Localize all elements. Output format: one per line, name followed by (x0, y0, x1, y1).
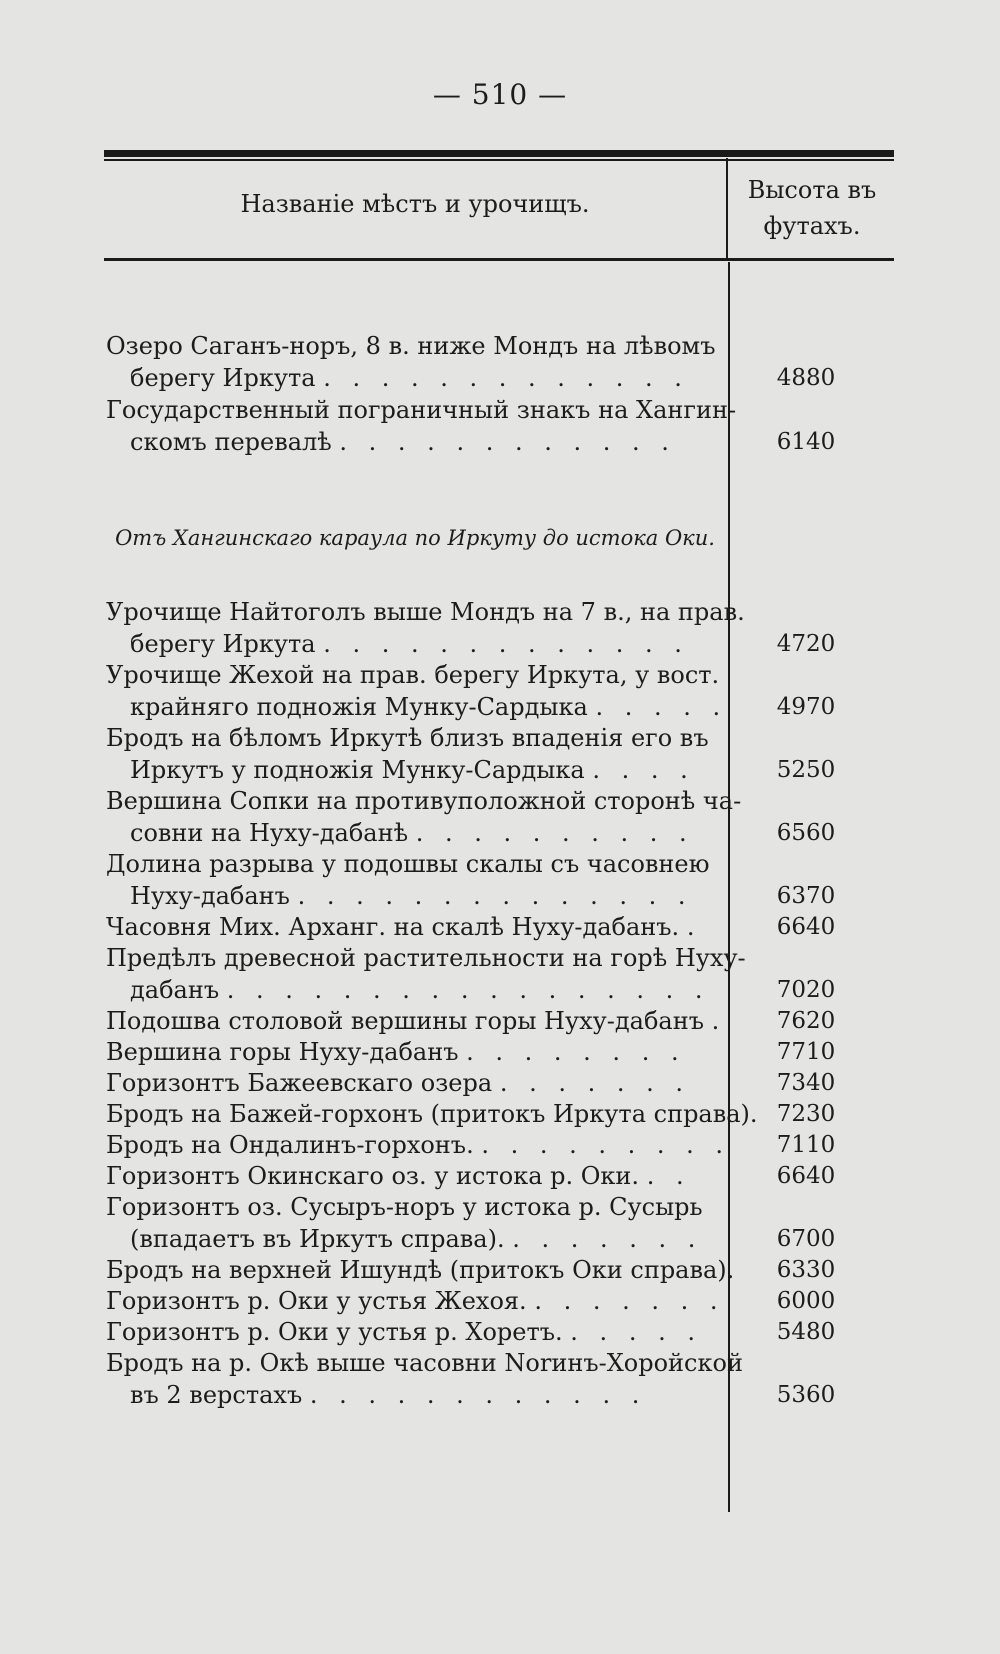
dot-leader: . . . . . . . . . . . . . (323, 364, 689, 392)
place-name-line1 (106, 659, 720, 691)
place-name-line1 (106, 1191, 703, 1223)
dot-leader: . . . . . . . . . . . . . . (297, 882, 693, 910)
height-value: 7340 (776, 1070, 836, 1096)
place-name-text: Бродъ на Бажей-горхонъ (притокъ Иркута справа). (106, 1100, 758, 1128)
dot-leader: . . (646, 1162, 691, 1190)
table-top-rule (104, 150, 894, 157)
height-value: 6000 (776, 1288, 836, 1314)
place-name-line1 (106, 1067, 700, 1099)
place-name-text: Государственный пограничный знакъ на Хангин- (106, 396, 737, 424)
place-name-text: Урочище Жехой на прав. берегу Иркута, у вост. (106, 661, 720, 689)
header-height-line2: футахъ. (763, 212, 861, 240)
dot-leader: . . . . . . . (499, 1069, 690, 1097)
place-name-line1 (106, 394, 737, 426)
table-top-rule-thin (104, 159, 894, 161)
header-name-column: Названіе мѣстъ и урочищъ. (240, 190, 590, 218)
place-name-continuation: берегу Иркута (130, 364, 316, 392)
place-name-line1 (106, 785, 742, 817)
place-name-continuation: Иркутъ у подножія Мунку-Сардыка (130, 756, 585, 784)
place-name-text: Бродъ на Ондалинъ-горхонъ. (106, 1131, 474, 1159)
dot-leader: . . . . (592, 756, 695, 784)
place-name-line1 (106, 1036, 700, 1068)
place-name-line2 (130, 426, 700, 458)
place-name-text: Урочище Найтоголъ выше Мондъ на 7 в., на прав. (106, 598, 745, 626)
dot-leader: . . . . . (595, 693, 728, 721)
place-name-line2 (130, 974, 710, 1006)
header-height-line1: Высота въ (747, 176, 877, 204)
height-value: 7230 (776, 1101, 836, 1127)
dot-leader: . . . . . . . . . . . . . . . . . (226, 976, 710, 1004)
place-name-text: Предѣлъ древесной растительности на горѣ Нуху- (106, 944, 746, 972)
page-number: — 510 — (432, 78, 568, 111)
place-name-text: Вершина Сопки на противуположной сторонѣ ча- (106, 787, 742, 815)
place-name-line1 (106, 1160, 700, 1192)
place-name-line2 (130, 628, 700, 660)
height-value: 7110 (776, 1132, 836, 1158)
place-name-line2 (130, 754, 700, 786)
place-name-line1 (106, 1005, 727, 1037)
place-name-text: Бродъ на р. Окѣ выше часовни Norинъ-Хоройской (106, 1349, 743, 1377)
place-name-line1 (106, 1347, 743, 1379)
place-name-text: Горизонтъ оз. Сусыръ-норъ у истока р. Сусырь (106, 1193, 703, 1221)
height-value: 5480 (776, 1319, 836, 1345)
header-column-divider (726, 158, 728, 258)
height-value: 4880 (776, 365, 836, 391)
place-name-line1 (106, 911, 700, 943)
dot-leader: . . . . . (570, 1318, 702, 1346)
header-height-column (730, 172, 894, 244)
place-name-line2 (130, 1379, 700, 1411)
place-name-line1 (106, 1316, 700, 1348)
place-name-text: Часовня Мих. Арханг. на скалѣ Нуху-дабанъ. (106, 913, 680, 941)
section-title: Отъ Хангинскаго караула по Иркуту до истока Оки. (115, 526, 715, 550)
place-name-line2 (130, 880, 700, 912)
header-bottom-rule (104, 258, 894, 261)
place-name-text: Горизонтъ р. Оки у устья р. Хоретъ. (106, 1318, 563, 1346)
dot-leader: . (711, 1007, 727, 1035)
place-name-text: Горизонтъ Окинскаго оз. у истока р. Оки. (106, 1162, 640, 1190)
dot-leader: . . . . . . . . . . . . . (323, 630, 689, 658)
height-value: 4720 (776, 631, 836, 657)
place-name-continuation: крайняго подножія Мунку-Сардыка (130, 693, 588, 721)
height-value: 5250 (776, 757, 836, 783)
place-name-line1 (106, 848, 710, 880)
place-name-continuation: въ 2 верстахъ (130, 1381, 303, 1409)
place-name-line2 (130, 1223, 703, 1255)
place-name-text: Горизонтъ р. Оки у устья Жехоя. (106, 1287, 527, 1315)
place-name-continuation: (впадаетъ въ Иркутъ справа). (130, 1225, 505, 1253)
place-name-line1 (106, 1129, 731, 1161)
height-value: 7710 (776, 1039, 836, 1065)
height-value: 6640 (776, 914, 836, 940)
dot-leader: . . . . . . . (512, 1225, 703, 1253)
dot-leader: . . . . . . . (534, 1287, 725, 1315)
dot-leader: . . . . . . . . . . . . (339, 428, 676, 456)
place-name-line1 (106, 330, 716, 362)
place-name-text: Подошва столовой вершины горы Нуху-дабанъ (106, 1007, 704, 1035)
place-name-continuation: дабанъ (130, 976, 220, 1004)
dot-leader: . . . . . . . . . (481, 1131, 731, 1159)
height-value: 6330 (776, 1257, 836, 1283)
dot-leader: . (686, 913, 702, 941)
height-value: 6370 (776, 883, 836, 909)
height-value: 5360 (776, 1382, 836, 1408)
dot-leader: . . . . . . . . . . . . (309, 1381, 647, 1409)
height-value: 6700 (776, 1226, 836, 1252)
height-value: 6640 (776, 1163, 836, 1189)
place-name-line1 (106, 1285, 725, 1317)
place-name-line1 (106, 942, 746, 974)
place-name-line1 (106, 1254, 735, 1286)
place-name-line2 (130, 362, 700, 394)
place-name-continuation: Нуху-дабанъ (130, 882, 290, 910)
dot-leader: . . . . . . . . (466, 1038, 686, 1066)
place-name-line2 (130, 691, 728, 723)
dot-leader: . . . . . . . . . . (415, 819, 694, 847)
height-value: 6140 (776, 429, 836, 455)
place-name-line2 (130, 817, 700, 849)
place-name-text: Долина разрыва у подошвы скалы съ часовнею (106, 850, 710, 878)
body-column-divider (728, 262, 730, 1512)
height-value: 7020 (776, 977, 836, 1003)
place-name-text: Бродъ на бѣломъ Иркутѣ близъ впаденія его въ (106, 724, 709, 752)
height-value: 7620 (776, 1008, 836, 1034)
place-name-text: Вершина горы Нуху-дабанъ (106, 1038, 459, 1066)
height-value: 6560 (776, 820, 836, 846)
place-name-continuation: скомъ перевалѣ (130, 428, 332, 456)
place-name-line1 (106, 1098, 758, 1130)
place-name-continuation: совни на Нуху-дабанѣ (130, 819, 409, 847)
place-name-continuation: берегу Иркута (130, 630, 316, 658)
place-name-text: Бродъ на верхней Ишундѣ (притокъ Оки справа). (106, 1256, 735, 1284)
place-name-text: Озеро Саганъ-норъ, 8 в. ниже Мондъ на лѣвомъ (106, 332, 716, 360)
place-name-text: Горизонтъ Бажеевскаго озера (106, 1069, 493, 1097)
place-name-line1 (106, 596, 745, 628)
place-name-line1 (106, 722, 709, 754)
height-value: 4970 (776, 694, 836, 720)
